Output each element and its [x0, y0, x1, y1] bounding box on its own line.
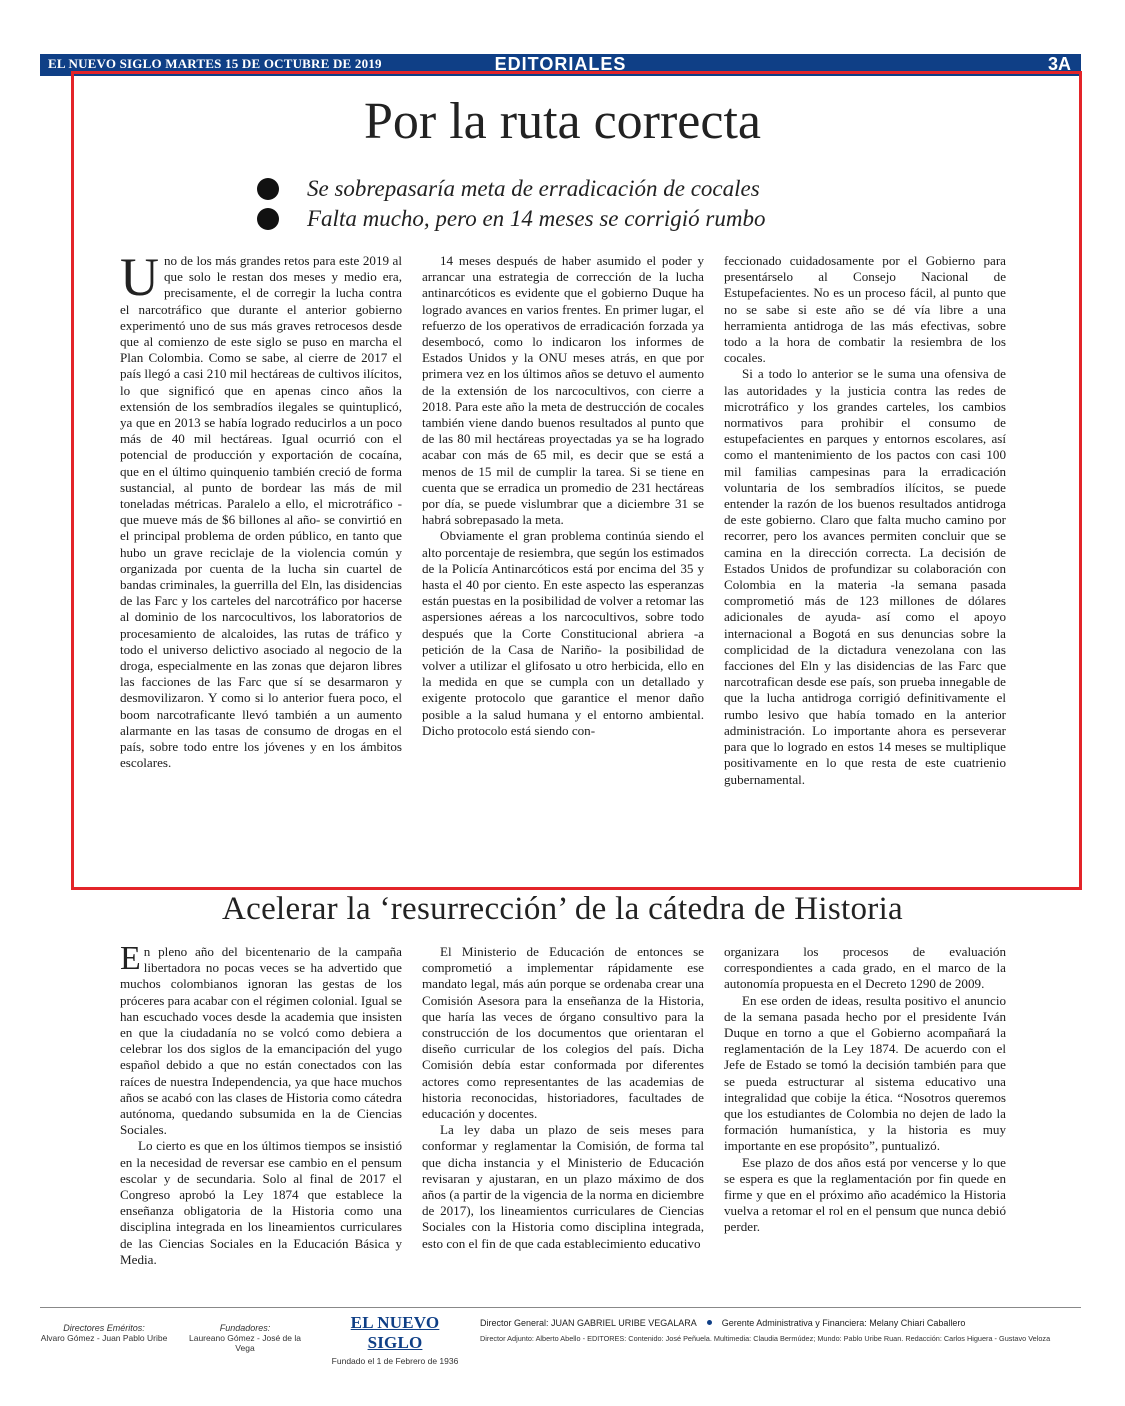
article1-body: [120, 253, 1006, 865]
fundadores-block: [180, 1323, 310, 1353]
header-paper-date: EL NUEVO SIGLO MARTES 15 DE OCTUBRE DE 2019: [48, 56, 382, 71]
bullet-text: Se sobrepasaría meta de erradicación de cocales: [307, 176, 760, 201]
article1-bullets: [257, 174, 765, 234]
fundadores-label: Fundadores:: [219, 1323, 271, 1333]
paragraph: 14 meses después de haber asumido el poder y arrancar una estrategia de corrección de la lucha antinarcóticos es evidente que el gobierno Duque ha logrado avances en varios frentes. En primer lugar, el refuerzo de los operativos de erradicación forzada ya desembocó, como lo indicaron los informes de Estados Unidos y la ONU meses atrás, en que por primera vez en los últimos años se detuvo el aumento de la extensión de los narcocultivos, con cierre a 2018. Para este año la meta de destrucción de cocales también viene dando buenos resultados al punto que de las 80 mil hectáreas proyectadas ya se ha logrado acabar con más de 65 mil, es decir que se está a menos de 15 mil de cumplir la tarea. Si se tiene en cuenta que se erradica un promedio de 231 hectáreas por día, se puede vislumbrar que a diciembre 31 se habrá sobrepasado la meta.: [422, 253, 704, 528]
bullet-item: [257, 174, 765, 204]
paragraph: En ese orden de ideas, resulta positivo el anuncio de la semana pasada hecho por el presidente Iván Duque en torno a que el Gobierno acompañará la reglamentación de la Ley 1874. De acuerdo con el Jefe de Estado se tomó la decisión también para que se pueda estructurar al sistema educativo una integralidad que cobije la ética. “Nosotros queremos que los estudiantes de Colombia no dejen de lado la formación humanística, y la historia es muy importante en ese propósito”, puntualizó.: [724, 992, 1006, 1154]
paragraph: Ese plazo de dos años está por vencerse y lo que se espera es que la reglamentación por fin quede en firme y que en el próximo año académico la Historia vuelva a retomar el rol en el pensum que nunca debió perder.: [724, 1154, 1006, 1235]
staff-block: [480, 1318, 1080, 1343]
article1-column-2: [422, 253, 704, 865]
newspaper-logo: EL NUEVO SIGLO: [350, 1313, 440, 1352]
paragraph: Si a todo lo anterior se le suma una ofensiva de las autoridades y la justicia contra las redes de microtráfico y los grandes carteles, los cambios normativos para prohibir el consumo de estupefacientes en parques y entornos escolares, así como el mantenimiento de los pactos con casi 100 mil familias campesinas para la erradicación voluntaria de los sembradíos ilícitos, se puede entender la razón de los buenos resultados antidroga de este gobierno. Claro que falta mucho camino por recorrer, pero los avances permiten concluir que se camina en la dirección correcta. La decisión de Estados Unidos de profundizar su colaboración con Colombia en la materia -la semana pasada comprometió más de 123 millones de dólares adicionales de ayuda- así como el apoyo internacional a Bogotá en sus denuncias sobre la complicidad de la dictadura venezolana con las facciones del Eln y las disidencias de las Farc que narcotrafican desde ese país, son prueba innegable de que la lucha antidroga corrigió definitivamente el rumbo lesivo que había tomado en la anterior administración. Lo importante ahora es perseverar para que lo logrado en estos 14 meses se multiplique positivamente en lo que resta de este cuatrienio gubernamental.: [724, 366, 1006, 787]
paragraph: feccionado cuidadosamente por el Gobierno para presentárselo al Consejo Nacional de Estupefacientes. No es un proceso fácil, al punto que no se sabe si este año se dé vía libre a una herramienta antidroga de las más efectivas, sobre todo a la hora de combatir la resiembra de los cocales.: [724, 253, 1006, 366]
masthead-footer: [40, 1313, 1081, 1366]
paragraph: La ley daba un plazo de seis meses para conformar y reglamentar la Comisión, de forma tal que dicha instancia y el Ministerio de Educación revisaran y ajustaran, en un plazo máximo de dos años (a partir de la vigencia de la norma en diciembre de 2017), los lineamientos curriculares de Ciencias Sociales con la Historia como disciplina integrada, esto con el fin de que cada establecimiento educativo: [422, 1122, 704, 1251]
paragraph-text: no de los más grandes retos para este 2019 al que solo le restan dos meses y medio era, precisamente, el de corregir la lucha contra el narcotráfico que durante el anterior gobierno experimentó uno de sus más graves retrocesos desde que al comienzo de este siglo se puso en marcha el Plan Colombia. Como se sabe, al cierre de 2017 el país llegó a casi 210 mil hectáreas de cultivos ilícitos, lo que significó que en apenas cinco años la extensión de los sembradíos ilegales se quintuplicó, ya que en 2013 se había logrado reducirlos a un poco más de 40 mil hectáreas. Igual ocurrió con el potencial de producción y exportación de cocaína, que en el último quinquenio también creció de forma sustancial, al punto de bordear las más de mil toneladas métricas. Paralelo a ello, el microtráfico -que mueve más de $6 billones al año- se convirtió en el principal problema de orden público, en tanto que hubo un grave reciclaje de la violencia común y organizada por cuenta de la lucha sin cuartel de bandas criminales, la guerrilla del Eln, las disidencias de las Farc y los carteles del narcotráfico por hacerse al dominio de los narcocultivos, los laboratorios de procesamiento de alcaloides, las rutas de tráfico y todo el universo delictivo asociado al negocio de la droga, especialmente en las zonas que dejaron libres las facciones de las Farc que sí se desarmaron y desmovilizaron. Y como si lo anterior fuera poco, el boom narcotraficante llevó también a un aumento alarmante en las tasas de consumo de drogas en el país, sobre todo entre los jóvenes y en los ámbitos escolares.: [120, 253, 402, 771]
page-header: [40, 54, 1081, 76]
paragraph: Obviamente el gran problema continúa siendo el alto porcentaje de resiembra, que según los estimados de la Policía Antinarcóticos está por encima del 35 y hasta el 40 por ciento. En este aspecto las esperanzas están puestas en la posibilidad de volver a retomar las aspersiones aéreas a los narcocultivos, sobre todo después que la Corte Constitucional abriera -a petición de la Casa de Nariño- la posibilidad de volver a utilizar el glifosato u otro herbicida, ello en la medida en que se cumpla con un detallado y exigente protocolo que garantice el menor daño posible a la salud humana y el entorno ambiental. Dicho protocolo está siendo con-: [422, 528, 704, 738]
paragraph: organizara los procesos de evaluación correspondientes a cada grado, en el marco de la autonomía propuesta en el Decreto 1290 de 2009.: [724, 944, 1006, 992]
article1-column-1: [120, 253, 402, 865]
directores-label: Directores Eméritos:: [63, 1323, 145, 1333]
gerente: Gerente Administrativa y Financiera: Melany Chiari Caballero: [721, 1318, 966, 1328]
paragraph-text: n pleno año del bicentenario de la campaña libertadora no pocas veces se ha advertido que muchos colombianos ignoran las gestas de los próceres para acabar con el régimen colonial. Igual se han escuchado voces desde la academia que insisten en que la ciudadanía no se volcó como debiera a celebrar los dos siglos de la emancipación del yugo español debido a que no están conectados con las raíces de nuestra Independencia, ya que hace muchos años se acabó con las clases de Historia como cátedra autónoma, quedando subsumida en la de Ciencias Sociales.: [120, 944, 402, 1138]
logo-block: [325, 1313, 465, 1366]
bullet-icon: [257, 208, 279, 230]
staff-row-2: Director Adjunto: Alberto Abello - EDITORES: Contenido: José Peñuela. Multimedia: Claudia Bermúdez; Mundo: Pablo Uribe Ruan. Redacción: Carlos Higuera - Gustavo Veloza: [480, 1334, 1051, 1343]
bullet-icon: [257, 178, 279, 200]
paragraph: Lo cierto es que en los últimos tiempos se insistió en la necesidad de reversar ese cambio en el pensum escolar y de secundaria. Solo al final de 2017 el Congreso aprobó la Ley 1874 que establece la enseñanza obligatoria de la Historia como una disciplina integrada en los lineamientos curriculares de las Ciencias Sociales en la Educación Básica y Media.: [120, 1138, 402, 1267]
paragraph: [120, 253, 402, 772]
article2-column-3: [724, 944, 1006, 1289]
founded-date: Fundado el 1 de Febrero de 1936: [331, 1356, 459, 1366]
drop-cap: E: [120, 944, 141, 977]
separator-dot-icon: [707, 1320, 712, 1325]
header-section: EDITORIALES: [494, 54, 627, 74]
drop-cap: U: [120, 253, 159, 307]
article1-column-3: [724, 253, 1006, 865]
article2-title: Acelerar la ‘resurrección’ de la cátedra de Historia: [222, 891, 903, 927]
directores-block: [40, 1323, 168, 1343]
article2-column-2: [422, 944, 704, 1289]
staff-row-1: [480, 1318, 1080, 1328]
bullet-item: [257, 204, 765, 234]
article2-body: [120, 944, 1006, 1289]
footer-divider: [40, 1307, 1081, 1308]
fundadores-names: Laureano Gómez - José de la Vega: [189, 1333, 301, 1353]
director-general: Director General: JUAN GABRIEL URIBE VEGALARA: [480, 1318, 697, 1328]
article2-column-1: [120, 944, 402, 1289]
bullet-text: Falta mucho, pero en 14 meses se corrigió rumbo: [307, 206, 766, 231]
paragraph: [120, 944, 402, 1138]
article1-title: Por la ruta correcta: [363, 93, 761, 150]
paragraph: El Ministerio de Educación de entonces se comprometió a implementar rápidamente ese mandato legal, más aún porque se ordenaba crear una Comisión Asesora para la enseñanza de la Historia, que haría las veces de órgano consultivo para la construcción de los documentos que orientaran el diseño curricular de los colegios del país. Dicha Comisión debía estar conformada por diferentes actores como representantes de las academias de historia reconocidas, historiadores, facultades de educación y docentes.: [422, 944, 704, 1122]
header-page-number: 3A: [1047, 54, 1071, 74]
directores-names: Alvaro Gómez - Juan Pablo Uribe: [40, 1333, 168, 1343]
